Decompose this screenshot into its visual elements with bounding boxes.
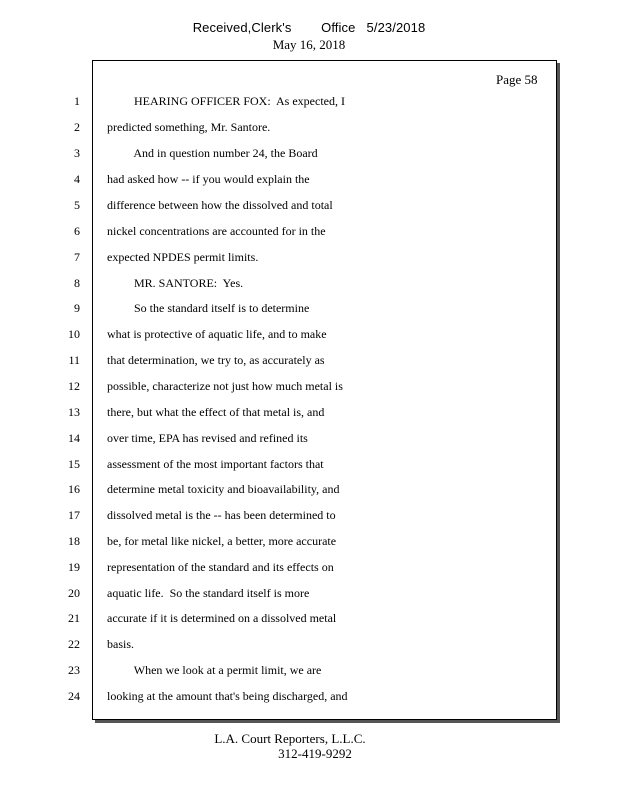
document-date: May 16, 2018 [272,37,346,52]
line-text: there, but what the effect of that metal is, and [107,405,325,419]
line-number: 21 [68,611,80,625]
line-text: assessment of the most important factors that [107,457,324,471]
line-text: nickel concentrations are accounted for in the [107,224,326,238]
line-number: 12 [68,379,80,393]
court-reporter-name: L.A. Court Reporters, L.L.C. [214,731,366,746]
line-text: And in question number 24, the Board [107,146,318,160]
line-number: 9 [74,301,80,315]
line-text: possible, characterize not just how much metal is [107,379,343,393]
line-number: 22 [68,637,80,651]
line-text: MR. SANTORE: Yes. [107,276,244,290]
page-number: Page 58 [496,72,538,87]
line-text: predicted something, Mr. Santore. [107,120,271,134]
line-number: 16 [68,482,80,496]
line-text: accurate if it is determined on a dissolved metal [107,611,337,625]
line-number: 14 [68,431,80,445]
line-number: 15 [68,457,80,471]
received-stamp: Received,Clerk's Office 5/23/2018 [192,20,426,35]
line-text: representation of the standard and its effects on [107,560,334,574]
line-number: 8 [74,276,80,290]
line-number: 20 [68,586,80,600]
line-number: 19 [68,560,80,574]
line-number: 11 [68,353,80,367]
line-text: So the standard itself is to determine [107,301,310,315]
line-number: 7 [74,250,80,264]
line-number: 17 [68,508,80,522]
line-number: 4 [74,172,80,186]
line-text: had asked how -- if you would explain the [107,172,310,186]
court-reporter-phone: 312-419-9292 [278,746,352,761]
line-text: basis. [107,637,134,651]
line-number: 6 [74,224,80,238]
line-text: HEARING OFFICER FOX: As expected, I [107,94,345,108]
line-text: dissolved metal is the -- has been determined to [107,508,336,522]
line-number: 3 [74,146,80,160]
line-text: what is protective of aquatic life, and to make [107,327,327,341]
line-number: 1 [74,94,80,108]
line-text: be, for metal like nickel, a better, more accurate [107,534,337,548]
line-number: 2 [74,120,80,134]
line-text: difference between how the dissolved and total [107,198,333,212]
line-text: When we look at a permit limit, we are [107,663,322,677]
line-text: determine metal toxicity and bioavailability, and [107,482,340,496]
line-text: over time, EPA has revised and refined its [107,431,308,445]
line-number: 5 [74,198,80,212]
line-text: aquatic life. So the standard itself is more [107,586,310,600]
line-number: 23 [68,663,80,677]
line-text: looking at the amount that's being discharged, and [107,689,348,703]
line-number: 10 [68,327,80,341]
line-number: 18 [68,534,80,548]
line-text: that determination, we try to, as accurately as [107,353,325,367]
line-number: 13 [68,405,80,419]
line-text: expected NPDES permit limits. [107,250,259,264]
line-number: 24 [68,689,80,703]
